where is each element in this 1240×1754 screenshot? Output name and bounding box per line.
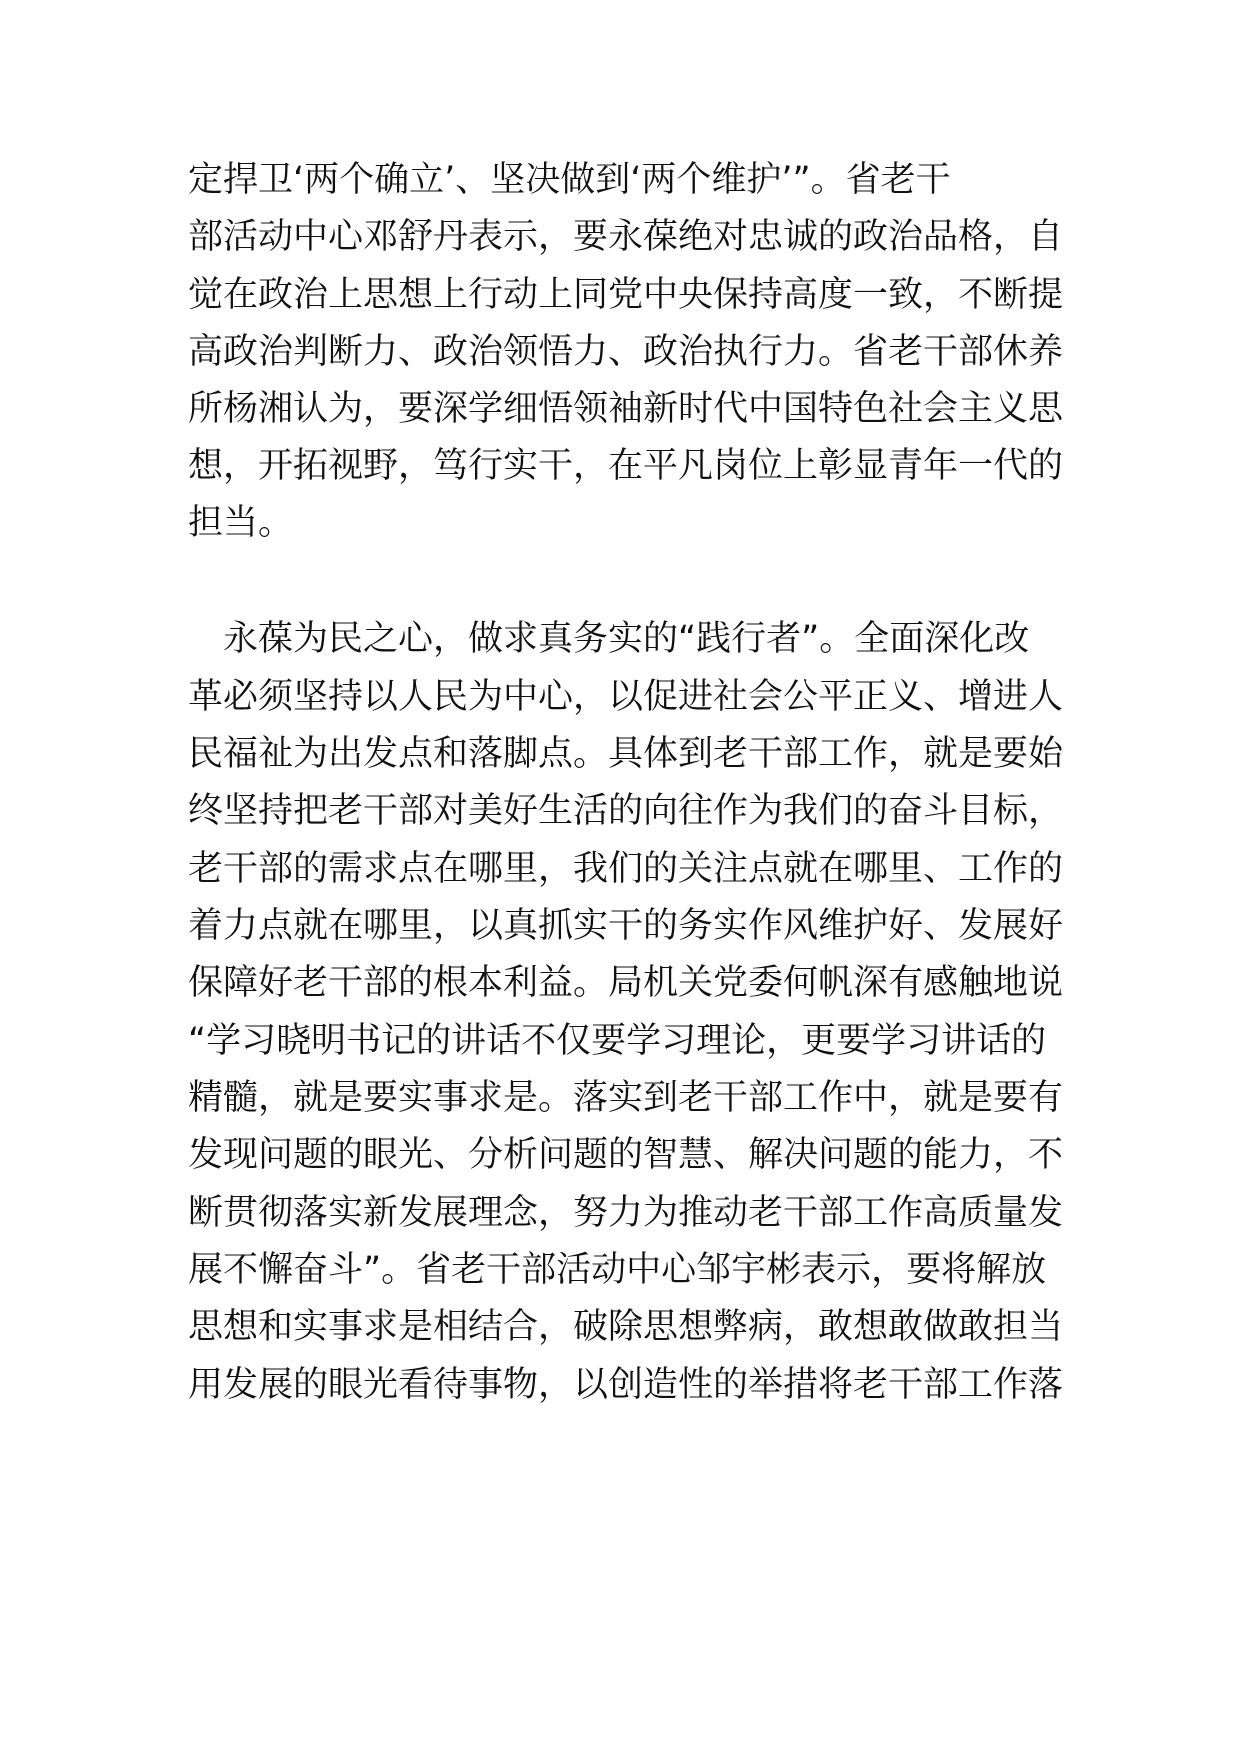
text-line: “学习晓明书记的讲话不仅要学习理论，更要学习讲话的 (188, 1021, 1047, 1061)
text-line: 思想和实事求是相结合，破除思想弊病，敢想敢做敢担当 (188, 1307, 1064, 1347)
text-line: 所杨湘认为，要深学细悟领袖新时代中国特色社会主义思 (188, 389, 1064, 429)
text-line: 用发展的眼光看待事物，以创造性的举措将老干部工作落 (188, 1365, 1064, 1405)
text-line: 高政治判断力、政治领悟力、政治执行力。省老干部休养 (188, 332, 1064, 372)
text-line: 想，开拓视野，笃行实干，在平凡岗位上彰显青年一代的 (188, 446, 1064, 486)
text-line: 民福祉为出发点和落脚点。具体到老干部工作，就是要始 (188, 734, 1064, 774)
text-line: 断贯彻落实新发展理念，努力为推动老干部工作高质量发 (188, 1193, 1064, 1233)
text-line: 定捍卫‘两个确立’、坚决做到‘两个维护’”。省老干 (188, 160, 951, 200)
text-line: 发现问题的眼光、分析问题的智慧、解决问题的能力，不 (188, 1135, 1064, 1175)
text-line: 老干部的需求点在哪里，我们的关注点就在哪里、工作的 (188, 849, 1064, 889)
text-line: 着力点就在哪里，以真抓实干的务实作风维护好、发展好 (188, 906, 1064, 946)
text-line: 精髓，就是要实事求是。落实到老干部工作中，就是要有 (188, 1078, 1064, 1118)
text-line: 革必须坚持以人民为中心，以促进社会公平正义、增进人 (188, 677, 1064, 717)
text-line (188, 1417, 1068, 1467)
text-line: 永葆为民之心，做求真务实的“践行者”。全面深化改 (188, 619, 1030, 659)
text-line: 部活动中心邓舒丹表示，要永葆绝对忠诚的政治品格，自 (188, 217, 1064, 257)
text-line: 终坚持把老干部对美好生活的向往作为我们的奋斗目标， (188, 791, 1064, 831)
text-line: 保障好老干部的根本利益。局机关党委何帆深有感触地说 (188, 963, 1064, 1003)
text-line: 展不懈奋斗”。省老干部活动中心邹宇彬表示，要将解放 (188, 1250, 1047, 1290)
text-line: 担当。 (188, 503, 294, 543)
text-line: 觉在政治上思想上行动上同党中央保持高度一致，不断提 (188, 275, 1064, 315)
